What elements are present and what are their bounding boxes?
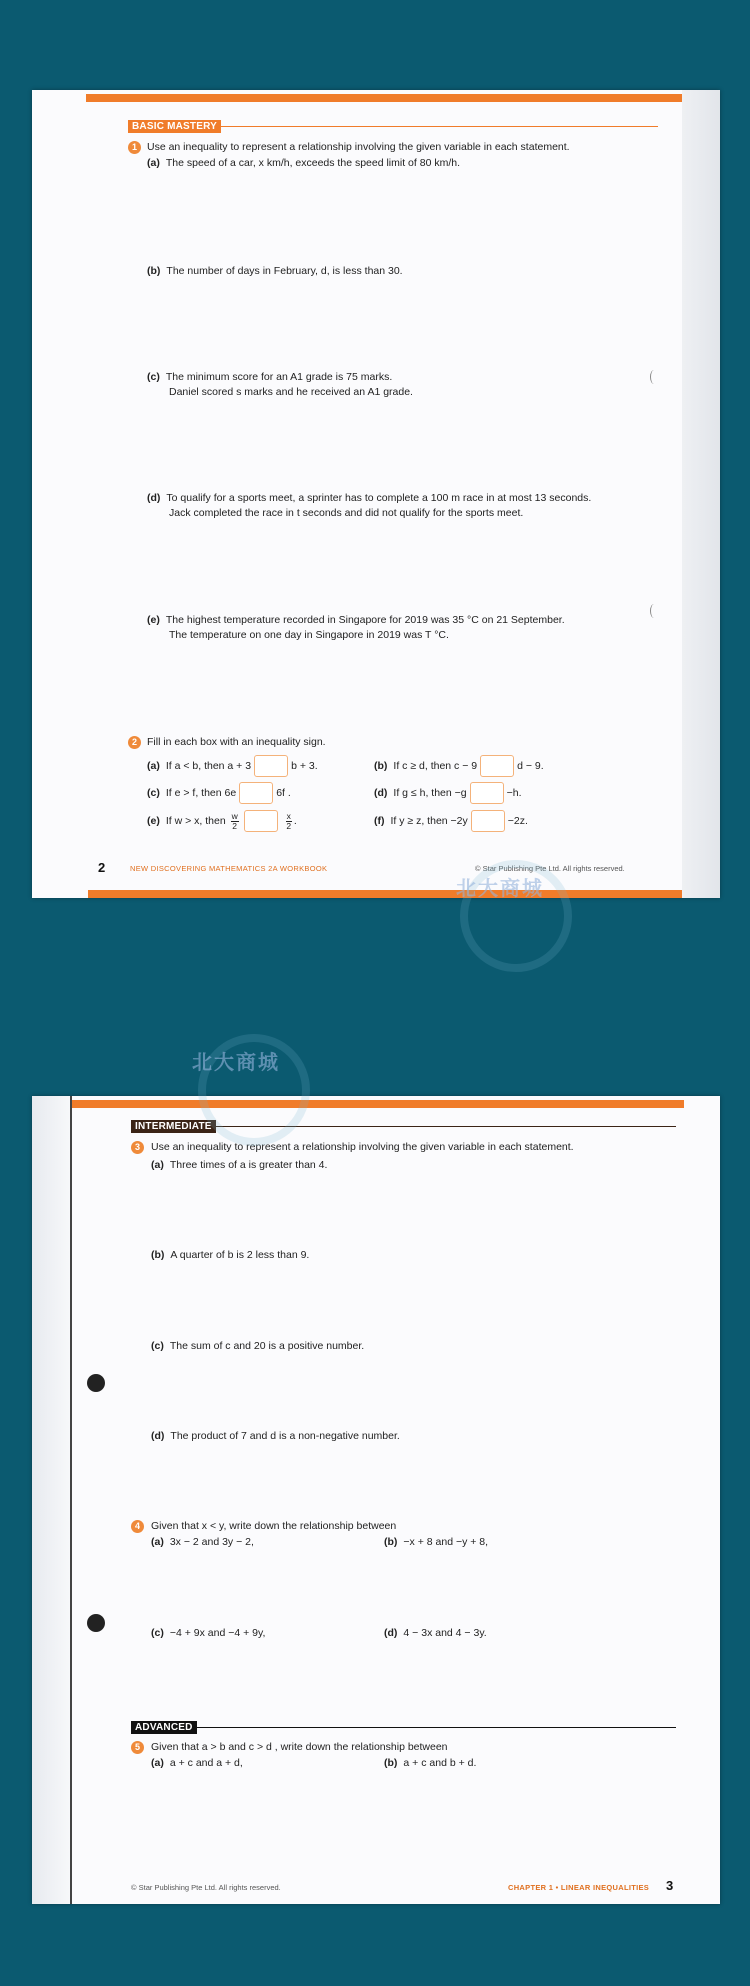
- q2-part-b: (b) If c ≥ d, then c − 9 d − 9.: [374, 755, 544, 777]
- q1-part-d: (d) To qualify for a sports meet, a sprinter has to complete a 100 m race in at most 13 seconds.: [147, 492, 592, 504]
- copyright: © Star Publishing Pte Ltd. All rights reserved.: [475, 864, 625, 873]
- binding-notch: [650, 604, 658, 618]
- q1-part-e: (e) The highest temperature recorded in Singapore for 2019 was 35 °C on 21 September.: [147, 614, 565, 626]
- punch-hole: [87, 1374, 105, 1392]
- top-orange-rule: [72, 1100, 684, 1108]
- workbook-page-2: [32, 90, 720, 898]
- q4-part-a: (a) 3x − 2 and 3y − 2,: [151, 1536, 254, 1548]
- q1-part-c-line2: Daniel scored s marks and he received an A1 grade.: [169, 386, 413, 398]
- answer-box[interactable]: [244, 810, 278, 832]
- fraction-w-over-2: $\frac{w}{2}$: [231, 810, 238, 831]
- q2-part-e: (e) If w > x, then $\frac{w}{2}$ $\frac{x}{2}$ .: [147, 810, 297, 831]
- page-number: 2: [98, 860, 106, 875]
- answer-box[interactable]: [470, 782, 504, 804]
- answer-box[interactable]: [480, 755, 514, 777]
- q1-part-b: (b) The number of days in February, d, is less than 30.: [147, 265, 403, 277]
- q1-part-c: (c) The minimum score for an A1 grade is 75 marks.: [147, 371, 393, 383]
- question-4-instruction: Given that x < y, write down the relationship between: [151, 1520, 397, 1532]
- q3-part-d: (d) The product of 7 and d is a non-negative number.: [151, 1430, 400, 1442]
- q5-part-a: (a) a + c and a + d,: [151, 1757, 243, 1769]
- section-label: ADVANCED: [131, 1721, 197, 1734]
- q1-part-e-line2: The temperature on one day in Singapore in 2019 was T °C.: [169, 629, 449, 641]
- page-number: 3: [666, 1878, 674, 1893]
- bottom-orange-rule: [88, 890, 682, 898]
- fraction-x-over-2: $\frac{x}{2}$: [286, 810, 292, 831]
- question-number-1: 1: [128, 141, 141, 154]
- q4-part-d: (d) 4 − 3x and 4 − 3y.: [384, 1627, 487, 1639]
- section-header-basic-mastery: [128, 120, 658, 133]
- chapter-title: CHAPTER 1 • LINEAR INEQUALITIES: [508, 1883, 650, 1892]
- section-label: INTERMEDIATE: [131, 1120, 216, 1133]
- q2-part-d: (d) If g ≤ h, then −g −h.: [374, 782, 522, 804]
- punch-hole: [87, 1614, 105, 1632]
- question-5-instruction: Given that a > b and c > d , write down the relationship between: [151, 1741, 448, 1753]
- question-2-instruction: Fill in each box with an inequality sign.: [147, 736, 326, 748]
- binding-notch: [650, 370, 658, 384]
- q2-part-f: (f) If y ≥ z, then −2y −2z.: [374, 810, 528, 832]
- workbook-page-3: [32, 1052, 720, 1904]
- q3-part-b: (b) A quarter of b is 2 less than 9.: [151, 1249, 310, 1261]
- watermark-text: 北大商城: [456, 878, 544, 900]
- question-number-3: 3: [131, 1141, 144, 1154]
- q3-part-c: (c) The sum of c and 20 is a positive number.: [151, 1340, 365, 1352]
- question-number-5: 5: [131, 1741, 144, 1754]
- question-3-instruction: Use an inequality to represent a relationship involving the given variable in each statement.: [151, 1141, 574, 1153]
- q4-part-b: (b) −x + 8 and −y + 8,: [384, 1536, 489, 1548]
- question-number-2: 2: [128, 736, 141, 749]
- answer-box[interactable]: [254, 755, 288, 777]
- top-orange-rule: [86, 94, 682, 102]
- copyright: © Star Publishing Pte Ltd. All rights reserved.: [131, 1883, 281, 1892]
- question-number-4: 4: [131, 1520, 144, 1533]
- answer-box[interactable]: [239, 782, 273, 804]
- q2-part-a: (a) If a < b, then a + 3 b + 3.: [147, 755, 318, 777]
- page-binding-shadow: [32, 1096, 72, 1904]
- q1-part-d-line2: Jack completed the race in t seconds and did not qualify for the sports meet.: [169, 507, 524, 519]
- page-binding-shadow: [682, 90, 720, 898]
- section-label: BASIC MASTERY: [128, 120, 221, 133]
- section-header-advanced: [131, 1721, 676, 1734]
- book-title: NEW DISCOVERING MATHEMATICS 2A WORKBOOK: [130, 864, 328, 873]
- q1-part-a: (a) The speed of a car, x km/h, exceeds the speed limit of 80 km/h.: [147, 157, 460, 169]
- q4-part-c: (c) −4 + 9x and −4 + 9y,: [151, 1627, 266, 1639]
- q5-part-b: (b) a + c and b + d.: [384, 1757, 477, 1769]
- watermark-text: 北大商城: [192, 1052, 280, 1074]
- answer-box[interactable]: [471, 810, 505, 832]
- question-1-instruction: Use an inequality to represent a relationship involving the given variable in each statement.: [147, 141, 570, 153]
- q3-part-a: (a) Three times of a is greater than 4.: [151, 1159, 328, 1171]
- q2-part-c: (c) If e > f, then 6e 6f .: [147, 782, 291, 804]
